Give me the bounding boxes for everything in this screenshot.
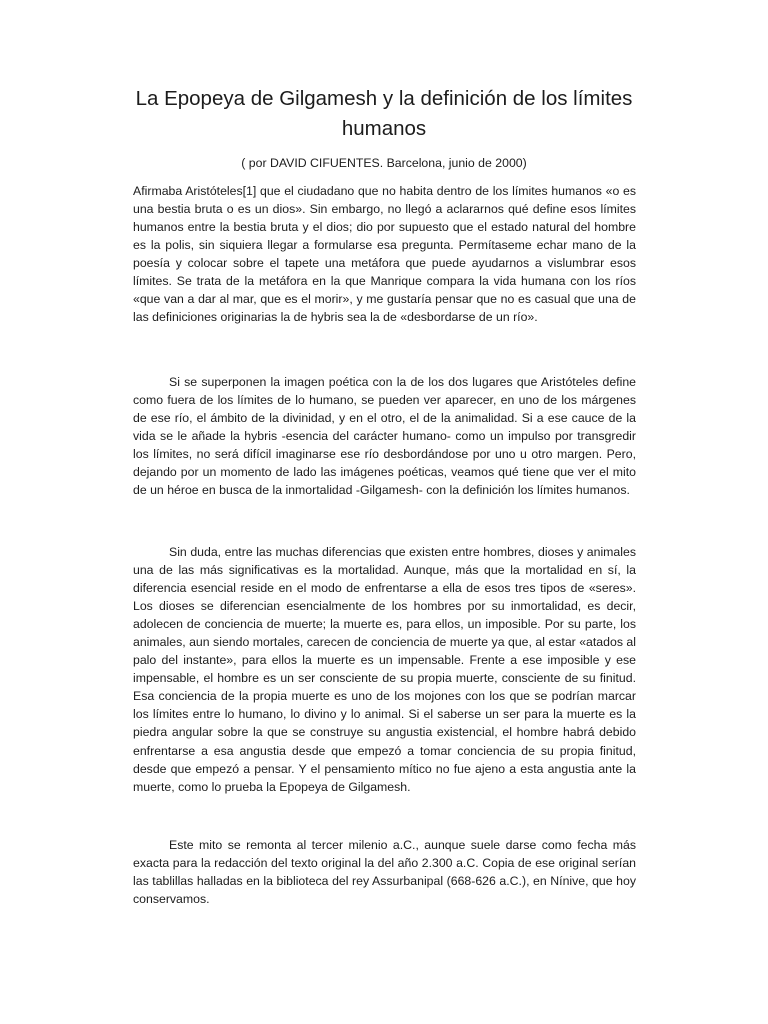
paragraph-2: Si se superponen la imagen poética con la de los dos lugares que Aristóteles define como fuera de los límites de lo humano, se pueden ver aparecer, en uno de los márgenes de ese río, el ámbito de la divinidad, y en el otro, el de la animalidad. Si a ese cauce de la vida se le añade la hybris -esencia del carácter humano- como un impulso por transgredir los límites, no será difícil imaginarse ese río desbordándose por uno u otro margen. Pero, dejando por un momento de lado las imágenes poéticas, veamos qué tiene que ver el mito de un héroe en busca de la inmortalidad -Gilgamesh- con la definición los límites humanos.: [133, 375, 636, 498]
page-title: La Epopeya de Gilgamesh y la definición de los límites humanos: [135, 87, 633, 140]
paragraph-3: Sin duda, entre las muchas diferencias que existen entre hombres, dioses y animales una de las más significativas es la mortalidad. Aunque, más que la mortalidad en sí, la diferencia esencial reside en el modo de enfrentarse a ella de esos tres tipos de «seres». Los dioses se diferencian esencialmente de los hombres por su inmortalidad, es decir, adolecen de conciencia de muerte; la muerte es, para ellos, un imposible. Por su parte, los animales, aun siendo mortales, carecen de conciencia de muerte ya que, al estar «atados al palo del instante», para ellos la muerte es un impensable. Frente a ese imposible y ese impensable, el hombre es un ser consciente de su propia muerte, consciente de su finitud. Esa conciencia de la propia muerte es uno de los mojones con los que se podrían marcar los límites entre lo humano, lo divino y lo animal. Si el saberse un ser para la muerte es la piedra angular sobre la que se construye su angustia existencial, el hombre habrá debido enfrentarse a esa angustia desde que empezó a tomar conciencia de su propia finitud, desde que empezó a pensar. Y el pensamiento mítico no fue ajeno a esta angustia ante la muerte, como lo prueba la Epopeya de Gilgamesh.: [133, 545, 636, 794]
paragraph-4: Este mito se remonta al tercer milenio a.C., aunque suele darse como fecha más exacta para la redacción del texto original la del año 2.300 a.C. Copia de ese original serían las tablillas halladas en la biblioteca del rey Assurbanipal (668‑626 a.C.), en Nínive, que hoy conservamos.: [133, 838, 636, 907]
paragraph-1: Afirmaba Aristóteles[1] que el ciudadano que no habita dentro de los límites humanos «o es una bestia bruta o es un dios». Sin embargo, no llegó a aclararnos qué define esos límites humanos entre la bestia bruta y el dios; dio por supuesto que el estado natural del hombre es la polis, sin siquiera llegar a formularse esa pregunta. Permítaseme echar mano de la poesía y colocar sobre el tapete una metáfora que puede ayudarnos a vislumbrar esos límites. Se trata de la metáfora en la que Manrique compara la vida humana con los ríos «que van a dar al mar, que es el morir», y me gustaría pensar que no es casual que una de las definiciones originarias la de hybris sea la de «desbordarse de un río».: [133, 184, 636, 325]
author-byline: ( por DAVID CIFUENTES. Barcelona, junio de 2000): [241, 156, 527, 170]
